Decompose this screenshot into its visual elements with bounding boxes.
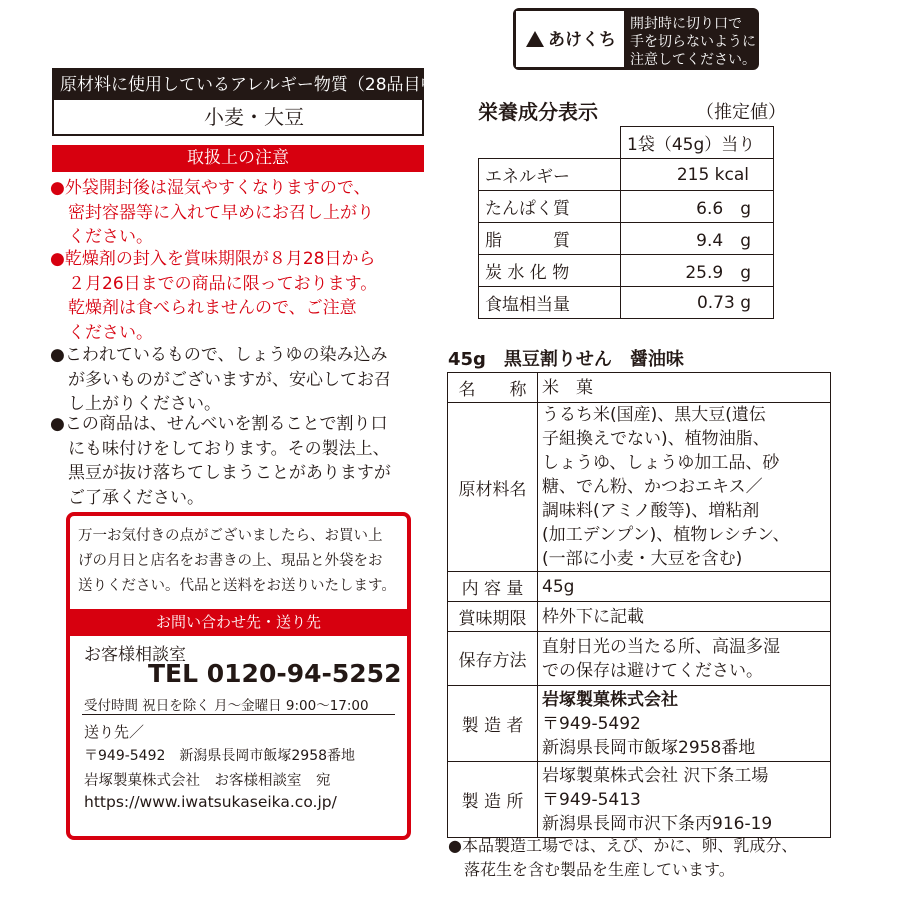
table-row: 食塩相当量 0.73 g (479, 287, 774, 319)
table-row: 炭 水 化 物 25.9 g (479, 255, 774, 287)
open-label: あけくち (548, 30, 616, 50)
contact-send-label: 送り先／ (84, 723, 145, 741)
table-row: 脂 質 9.4 g (479, 223, 774, 255)
nutrition-table (478, 126, 774, 319)
open-desc: 開封時に切り口で 手を切らないように 注意してください。 (630, 16, 756, 68)
contact-divider (82, 714, 395, 715)
table-row: 原材料名 うるち米(国産)、黒大豆(遺伝 子組換えでない)、植物油脂、 しょうゆ、しょうゆ加工品、砂 糖、でん粉、かつおエキス／ 調味料(アミノ酸等)、増粘剤 (加工デンプン)、植物レシチン、 (一部に小麦・大豆を含む) (448, 403, 831, 572)
contact-company: 岩塚製菓株式会社 お客様相談室 宛 (84, 773, 331, 789)
factory-footnote: ●本品製造工場では、えび、かに、卵、乳成分、 落花生を含む製品を生産しています。 (448, 836, 798, 879)
triangle-icon (526, 31, 544, 47)
handling-title: 取扱上の注意 (52, 145, 424, 172)
table-row: 内 容 量 45g (448, 572, 831, 602)
contact-bar: お問い合わせ先・送り先 (70, 609, 407, 636)
contact-hours: 受付時間 祝日を除く 月〜金曜日 9:00〜17:00 (84, 698, 369, 714)
open-here-label (513, 8, 759, 70)
handling-note-2: ●乾燥剤の封入を賞味期限が８月28日から ２月26日までの商品に限っております。 乾燥剤は食べられませんので、ご注意 ください。 (50, 249, 378, 343)
contact-intro: 万一お気付きの点がございましたら、お買い上 げの月日と店名をお書きの上、現品と外袋をお 送りください。代品と送料をお送りいたします。 (78, 528, 396, 594)
product-title: 45g 黒豆割りせん 醤油味 (448, 349, 684, 370)
nutrition-note: （推定値） (696, 102, 786, 123)
nutrition-title: 栄養成分表示 (478, 100, 598, 124)
allergy-box (52, 68, 455, 136)
handling-note-1: ●外袋開封後は湿気やすくなりますので、 密封容器等に入れて早めにお召し上がり ください。 (50, 178, 374, 247)
contact-office: お客様相談室 (84, 645, 186, 665)
table-row: 製 造 所 岩塚製菓株式会社 沢下条工場 〒949-5413 新潟県長岡市沢下条丙916-19 (448, 762, 831, 838)
handling-note-3: ●こわれているもので、しょうゆの染み込み が多いものがございますが、安心してお召 し上がりください。 (50, 345, 391, 414)
contact-url[interactable]: https://www.iwatsukaseika.co.jp/ (84, 793, 337, 811)
table-row: 名 称 米 菓 (448, 373, 831, 403)
table-row: 製 造 者 岩塚製菓株式会社 〒949-5492 新潟県長岡市飯塚2958番地 (448, 686, 831, 762)
table-row: 賞味期限 枠外下に記載 (448, 602, 831, 632)
nutrition-per: 1袋（45g）当り (621, 127, 774, 159)
allergy-items: 小麦・大豆 (204, 105, 304, 129)
allergy-title: 原材料に使用しているアレルギー物質（28品目中） (54, 70, 422, 100)
table-row: 保存方法 直射日光の当たる所、高温多湿 での保存は避けてください。 (448, 632, 831, 686)
table-row: たんぱく質 6.6 g (479, 191, 774, 223)
contact-address: 〒949-5492 新潟県長岡市飯塚2958番地 (84, 748, 356, 764)
table-row: エネルギー 215 kcal (479, 159, 774, 191)
contact-box (66, 512, 411, 840)
table-row (479, 127, 774, 159)
handling-note-4: ●この商品は、せんべいを割ることで割り口 にも味付けをしております。その製法上、 黒豆が抜け落ちてしまうことがありますが ご了承ください。 (50, 414, 391, 508)
product-table (447, 372, 831, 838)
contact-tel: TEL 0120-94-5252 (148, 659, 402, 688)
